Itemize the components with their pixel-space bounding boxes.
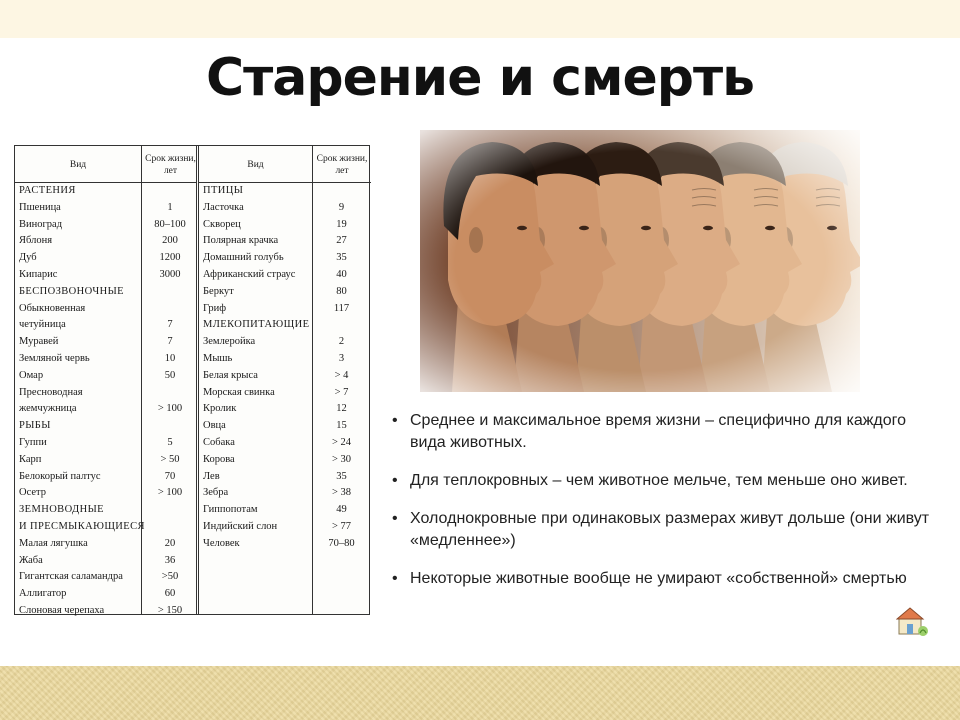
- table-row: [199, 435, 371, 452]
- lifespan-value: 70: [164, 470, 176, 482]
- table-row: [15, 368, 196, 385]
- species-name: Яблоня: [19, 235, 53, 247]
- table-row: [15, 469, 196, 486]
- species-name: Белокорый палтус: [19, 470, 101, 482]
- species-name: РЫБЫ: [19, 420, 51, 432]
- species-name: Ласточка: [203, 201, 244, 213]
- species-name: Жаба: [19, 554, 43, 566]
- lifespan-value: 35: [336, 470, 347, 482]
- bullet-item: • Некоторые животные вообще не умирают «собственной» смертью: [388, 568, 943, 590]
- table-category-row: [199, 317, 371, 334]
- lifespan-value: 10: [164, 352, 176, 364]
- species-name: Мышь: [203, 352, 233, 364]
- species-name: Домашний голубь: [203, 252, 284, 264]
- table-row: [15, 200, 196, 217]
- lifespan-value: 35: [336, 252, 347, 264]
- table-row: [15, 385, 196, 402]
- table-row: [199, 301, 371, 318]
- species-name: Человек: [203, 537, 240, 549]
- species-name: Землеройка: [203, 336, 256, 348]
- species-name: Корова: [203, 453, 235, 465]
- lifespan-value: 20: [164, 537, 176, 549]
- table-row: [15, 452, 196, 469]
- bullet-list: [388, 410, 943, 606]
- table-row: [199, 250, 371, 267]
- lifespan-value: 12: [336, 403, 347, 415]
- lifespan-value: 50: [164, 369, 176, 381]
- column-header-species: Вид: [69, 159, 87, 170]
- bullet-item: • Для теплокровных – чем животное мельче, тем меньше оно живет.: [388, 470, 943, 492]
- species-name: Пшеница: [19, 201, 61, 213]
- lifespan-value: 60: [164, 588, 176, 600]
- species-name: Гигантская саламандра: [19, 571, 123, 583]
- lifespan-value: 2: [338, 336, 345, 348]
- lifespan-value: 70–80: [328, 537, 355, 549]
- lifespan-value: 3: [338, 352, 345, 364]
- species-name: четуйница: [19, 319, 66, 331]
- table-category-row: [15, 519, 196, 536]
- lifespan-value: 3000: [159, 268, 181, 280]
- table-category-row: [15, 284, 196, 301]
- species-name: Лев: [203, 470, 220, 482]
- lifespan-table: [14, 145, 370, 615]
- species-name: Гиппопотам: [203, 504, 258, 516]
- table-category-row: [15, 502, 196, 519]
- species-name: Омар: [19, 369, 44, 381]
- bullet-item: • Среднее и максимальное время жизни – специфично для каждого вида животных.: [388, 410, 943, 454]
- lifespan-value: 7: [167, 319, 173, 331]
- home-icon[interactable]: [896, 604, 930, 638]
- species-name: Кролик: [203, 403, 237, 415]
- table-row: [199, 351, 371, 368]
- table-row: [199, 334, 371, 351]
- species-name: Слоновая черепаха: [19, 604, 105, 616]
- table-row: [15, 267, 196, 284]
- species-name: Карп: [19, 453, 42, 465]
- table-row: [15, 435, 196, 452]
- species-name: Земляной червь: [19, 352, 90, 364]
- table-header: [15, 146, 196, 183]
- lifespan-value: 80–100: [154, 218, 186, 230]
- table-row: [199, 519, 371, 536]
- species-name: Морская свинка: [203, 386, 275, 398]
- table-row: [15, 317, 196, 334]
- table-row: [15, 586, 196, 603]
- table-row: [15, 603, 196, 620]
- table-row: [15, 536, 196, 553]
- table-row: [15, 217, 196, 234]
- table-row: [199, 536, 371, 553]
- column-header-species: Вид: [247, 159, 264, 170]
- species-name: Полярная крачка: [203, 235, 279, 247]
- species-name: Дуб: [19, 252, 37, 264]
- lifespan-value: 9: [338, 201, 345, 213]
- table-row: [199, 385, 371, 402]
- table-row: [15, 553, 196, 570]
- lifespan-value: > 24: [331, 436, 352, 448]
- lifespan-table-right-half: [199, 146, 371, 614]
- table-category-row: [15, 183, 196, 200]
- table-row: [199, 217, 371, 234]
- aging-faces-illustration: [420, 130, 860, 392]
- species-name: ПТИЦЫ: [203, 185, 244, 196]
- species-name: Обыкновенная: [19, 302, 86, 314]
- species-name: Виноград: [19, 218, 63, 230]
- lifespan-value: 27: [336, 235, 347, 247]
- species-name: Гриф: [203, 302, 227, 314]
- table-row: [15, 233, 196, 250]
- species-name: ЗЕМНОВОДНЫЕ: [19, 504, 104, 516]
- table-row: [15, 485, 196, 502]
- lifespan-value: > 7: [334, 386, 349, 398]
- lifespan-value: > 150: [157, 604, 183, 616]
- lifespan-value: 117: [333, 302, 350, 314]
- species-name: Индийский слон: [203, 520, 278, 532]
- species-name: жемчужница: [19, 403, 77, 415]
- top-decor-band: [0, 0, 960, 38]
- table-row: [199, 502, 371, 519]
- table-row: [199, 469, 371, 486]
- lifespan-value: 200: [162, 235, 178, 247]
- table-row: [15, 401, 196, 418]
- table-body-left: [15, 183, 196, 620]
- lifespan-value: 49: [336, 504, 347, 516]
- lifespan-table-left-half: [15, 146, 199, 614]
- slide-title: Старение и смерть: [206, 48, 754, 108]
- species-name: Гуппи: [19, 436, 47, 448]
- species-name: РАСТЕНИЯ: [19, 185, 76, 196]
- lifespan-value: 36: [164, 554, 176, 566]
- lifespan-value: 1: [167, 201, 173, 213]
- table-row: [199, 200, 371, 217]
- column-header-lifespan: Срок жизни, лет: [141, 146, 199, 183]
- species-name: Беркут: [203, 285, 234, 297]
- bullet-item: • Холоднокровные при одинаковых размерах живут дольше (они живут «медленнее»): [388, 508, 943, 552]
- species-name: Малая лягушка: [19, 537, 88, 549]
- table-row: [199, 418, 371, 435]
- table-row: [199, 452, 371, 469]
- lifespan-value: > 30: [331, 453, 352, 465]
- species-name: БЕСПОЗВОНОЧНЫЕ: [19, 285, 124, 297]
- table-row: [15, 250, 196, 267]
- species-name: Осетр: [19, 487, 46, 499]
- species-name: Зебра: [203, 487, 229, 499]
- table-row: [15, 334, 196, 351]
- species-name: Африканский страус: [203, 268, 296, 280]
- table-row: [15, 351, 196, 368]
- table-header: [199, 146, 371, 183]
- lifespan-value: 80: [336, 285, 347, 297]
- species-name: Скворец: [203, 218, 241, 230]
- column-header-lifespan: Срок жизни, лет: [312, 146, 371, 183]
- species-name: Белая крыса: [203, 369, 258, 381]
- species-name: Аллигатор: [19, 588, 67, 600]
- table-row: [199, 368, 371, 385]
- table-category-row: [199, 183, 371, 200]
- species-name: Муравей: [19, 336, 59, 348]
- table-body-right: [199, 183, 371, 553]
- table-row: [199, 284, 371, 301]
- aging-faces-photo: [420, 130, 860, 392]
- species-name: Кипарис: [19, 268, 58, 280]
- lifespan-value: >50: [161, 571, 179, 583]
- lifespan-value: > 100: [157, 487, 183, 499]
- species-name: МЛЕКОПИТАЮЩИЕ: [203, 319, 310, 331]
- species-name: Овца: [203, 420, 226, 432]
- lifespan-value: > 100: [157, 403, 183, 415]
- species-name: Пресноводная: [19, 386, 83, 398]
- table-category-row: [15, 418, 196, 435]
- table-row: [199, 485, 371, 502]
- bottom-decor-band: [0, 666, 960, 720]
- lifespan-value: > 50: [160, 453, 180, 465]
- lifespan-value: 19: [336, 218, 347, 230]
- lifespan-value: 5: [167, 436, 173, 448]
- species-name: Собака: [203, 436, 235, 448]
- table-row: [199, 401, 371, 418]
- lifespan-value: > 4: [334, 369, 349, 381]
- table-row: [15, 569, 196, 586]
- species-name: И ПРЕСМЫКАЮЩИЕСЯ: [19, 520, 145, 532]
- lifespan-value: 1200: [159, 252, 181, 264]
- lifespan-value: > 38: [331, 487, 352, 499]
- lifespan-value: 40: [336, 268, 347, 280]
- table-row: [15, 301, 196, 318]
- table-row: [199, 233, 371, 250]
- lifespan-value: > 77: [331, 520, 352, 532]
- lifespan-value: 15: [336, 420, 347, 432]
- table-row: [199, 267, 371, 284]
- lifespan-value: 7: [167, 336, 173, 348]
